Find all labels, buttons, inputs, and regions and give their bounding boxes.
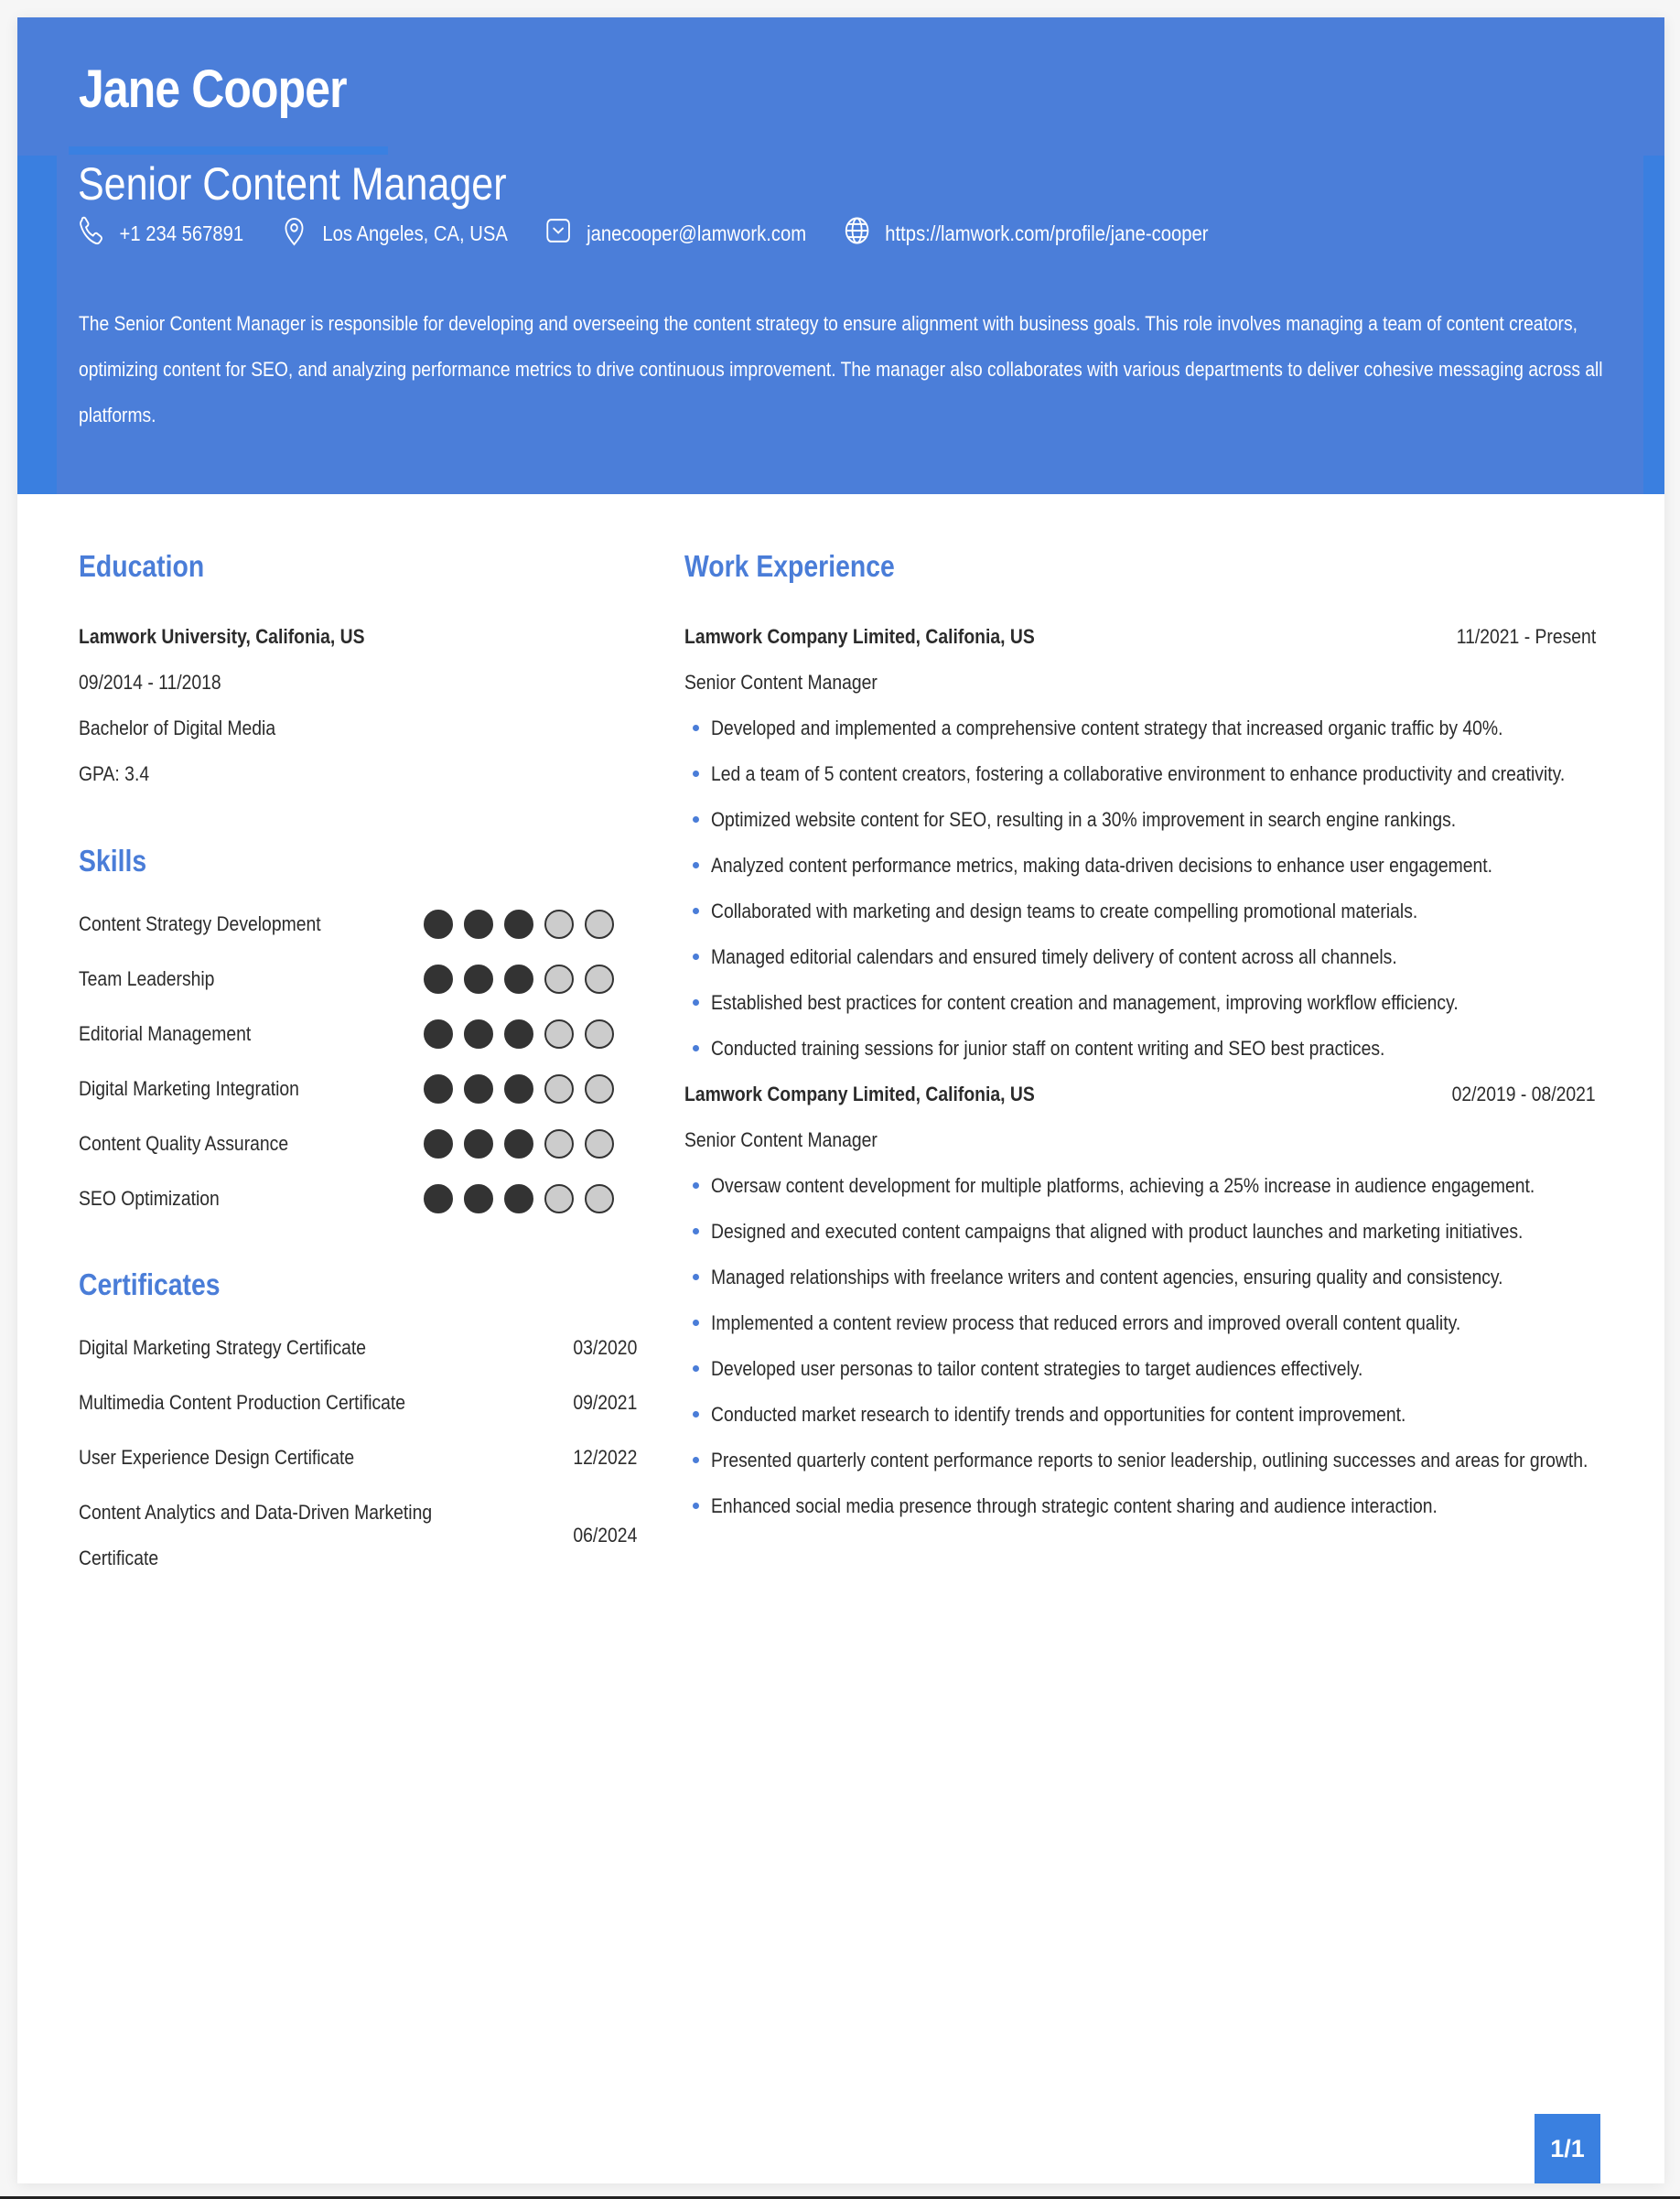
education-section bbox=[79, 548, 637, 797]
job-role: Senior Content Manager bbox=[684, 1128, 878, 1151]
contact-email[interactable] bbox=[544, 213, 806, 253]
page-number-badge[interactable]: 1/1 bbox=[1535, 2114, 1600, 2183]
rating-dot-filled-icon bbox=[504, 1019, 533, 1049]
skill-row bbox=[79, 1007, 637, 1062]
job-company: Lamwork Company Limited, Califonia, US bbox=[684, 1083, 1035, 1105]
rating-dot-filled-icon bbox=[504, 910, 533, 939]
rating-dot-empty-icon bbox=[585, 1019, 614, 1049]
job-achievements bbox=[684, 1163, 1596, 1529]
rating-dot-empty-icon bbox=[585, 965, 614, 994]
achievement-item: Analyzed content performance metrics, making data-driven decisions to enhance user engagement. bbox=[684, 843, 1596, 889]
rating-dot-filled-icon bbox=[464, 1019, 493, 1049]
education-dates: 09/2014 - 11/2018 bbox=[79, 671, 221, 694]
rating-dot-empty-icon bbox=[544, 910, 574, 939]
rating-dot-filled-icon bbox=[464, 965, 493, 994]
rating-dot-filled-icon bbox=[424, 1074, 453, 1104]
candidate-title: Senior Content Manager bbox=[78, 158, 507, 210]
job-header bbox=[684, 1072, 1596, 1117]
work-experience-section bbox=[684, 548, 1596, 1529]
certificate-name: Content Analytics and Data-Driven Marketing Certificate bbox=[79, 1501, 433, 1569]
skill-name: Team Leadership bbox=[79, 967, 215, 990]
achievement-item: Led a team of 5 content creators, fostering a collaborative environment to enhance productivity and creativity. bbox=[684, 751, 1596, 797]
certificate-row bbox=[79, 1375, 637, 1430]
location-pin-icon bbox=[279, 213, 323, 253]
achievement-item: Managed editorial calendars and ensured timely delivery of content across all channels. bbox=[684, 934, 1596, 980]
achievement-item: Developed and implemented a comprehensive content strategy that increased organic traffic by 40%. bbox=[684, 706, 1596, 751]
rating-dot-empty-icon bbox=[544, 1074, 574, 1104]
rating-dot-filled-icon bbox=[424, 910, 453, 939]
job-dates: 11/2021 - Present bbox=[1456, 625, 1596, 648]
rating-dot-filled-icon bbox=[504, 965, 533, 994]
phone-icon bbox=[76, 213, 120, 253]
contact-location bbox=[279, 213, 508, 253]
job-entry bbox=[684, 1072, 1596, 1529]
achievement-item: Implemented a content review process that reduced errors and improved overall content quality. bbox=[684, 1300, 1596, 1346]
skill-name: Content Quality Assurance bbox=[79, 1132, 289, 1155]
certificate-name: Multimedia Content Production Certificate bbox=[79, 1391, 406, 1414]
skill-name: Editorial Management bbox=[79, 1022, 252, 1045]
contact-email-text: janecooper@lamwork.com bbox=[587, 221, 807, 245]
header-accent-stripe-left bbox=[17, 156, 57, 494]
achievement-item: Oversaw content development for multiple platforms, achieving a 25% increase in audience engagement. bbox=[684, 1163, 1596, 1209]
rating-dot-filled-icon bbox=[464, 910, 493, 939]
skills-section bbox=[79, 843, 637, 1226]
header-accent-stripe-right bbox=[1643, 156, 1664, 494]
email-icon bbox=[544, 213, 587, 253]
contact-phone[interactable] bbox=[76, 213, 243, 253]
skill-rating bbox=[424, 1184, 625, 1213]
rating-dot-filled-icon bbox=[504, 1074, 533, 1104]
profile-summary: The Senior Content Manager is responsible for developing and overseeing the content strategy to ensure alignment with business goals. This role involves managing a team of content creators, optimizing content for SEO, and analyzing performance metrics to drive continuous improvement. The manager also collaborates with various departments to deliver cohesive messaging across all platforms. bbox=[79, 312, 1603, 426]
contact-row bbox=[76, 215, 1244, 252]
achievement-item: Presented quarterly content performance reports to senior leadership, outlining successes and areas for growth. bbox=[684, 1438, 1596, 1483]
certificate-date: 09/2021 bbox=[573, 1391, 637, 1414]
candidate-name: Jane Cooper bbox=[79, 59, 347, 119]
rating-dot-empty-icon bbox=[544, 1019, 574, 1049]
section-heading-certificates: Certificates bbox=[79, 1267, 221, 1301]
achievement-item: Conducted training sessions for junior staff on content writing and SEO best practices. bbox=[684, 1026, 1596, 1072]
rating-dot-empty-icon bbox=[585, 1074, 614, 1104]
certificates-section bbox=[79, 1267, 637, 1577]
achievement-item: Enhanced social media presence through strategic content sharing and audience interaction. bbox=[684, 1483, 1596, 1529]
job-entry bbox=[684, 614, 1596, 1072]
rating-dot-filled-icon bbox=[504, 1129, 533, 1159]
contact-location-text: Los Angeles, CA, USA bbox=[322, 221, 508, 245]
achievement-item: Optimized website content for SEO, resulting in a 30% improvement in search engine rankings. bbox=[684, 797, 1596, 843]
job-dates: 02/2019 - 08/2021 bbox=[1451, 1083, 1596, 1105]
rating-dot-filled-icon bbox=[424, 1019, 453, 1049]
resume-page bbox=[17, 17, 1664, 2183]
jobs-list bbox=[684, 614, 1596, 1529]
name-underline-bar bbox=[69, 146, 388, 155]
rating-dot-empty-icon bbox=[544, 1184, 574, 1213]
rating-dot-empty-icon bbox=[585, 1184, 614, 1213]
section-heading-work-experience: Work Experience bbox=[684, 549, 895, 583]
certificate-row bbox=[79, 1320, 637, 1375]
left-column bbox=[79, 548, 637, 1577]
skill-row bbox=[79, 952, 637, 1007]
rating-dot-empty-icon bbox=[585, 1129, 614, 1159]
certificates-list bbox=[79, 1320, 637, 1577]
education-school: Lamwork University, Califonia, US bbox=[79, 625, 365, 648]
rating-dot-empty-icon bbox=[585, 910, 614, 939]
contact-website-text: https://lamwork.com/profile/jane-cooper bbox=[885, 221, 1209, 245]
skill-row bbox=[79, 1171, 637, 1226]
right-column bbox=[684, 548, 1596, 1529]
certificate-date: 12/2022 bbox=[573, 1446, 637, 1469]
certificate-name: User Experience Design Certificate bbox=[79, 1446, 355, 1469]
skills-list bbox=[79, 897, 637, 1226]
certificate-date: 03/2020 bbox=[573, 1336, 637, 1359]
rating-dot-empty-icon bbox=[544, 1129, 574, 1159]
job-header bbox=[684, 614, 1596, 660]
rating-dot-empty-icon bbox=[544, 965, 574, 994]
contact-website[interactable] bbox=[842, 213, 1209, 253]
certificate-name: Digital Marketing Strategy Certificate bbox=[79, 1336, 367, 1359]
rating-dot-filled-icon bbox=[424, 965, 453, 994]
rating-dot-filled-icon bbox=[464, 1129, 493, 1159]
section-heading-education: Education bbox=[79, 549, 205, 583]
skill-name: SEO Optimization bbox=[79, 1187, 220, 1210]
contact-phone-text: +1 234 567891 bbox=[119, 221, 244, 245]
skill-row bbox=[79, 897, 637, 952]
skill-rating bbox=[424, 1074, 625, 1104]
certificate-row bbox=[79, 1430, 637, 1485]
job-achievements bbox=[684, 706, 1596, 1072]
achievement-item: Conducted market research to identify trends and opportunities for content improvement. bbox=[684, 1392, 1596, 1438]
achievement-item: Established best practices for content creation and management, improving workflow efficiency. bbox=[684, 980, 1596, 1026]
globe-icon bbox=[842, 213, 886, 253]
rating-dot-filled-icon bbox=[424, 1184, 453, 1213]
rating-dot-filled-icon bbox=[464, 1184, 493, 1213]
achievement-item: Managed relationships with freelance writers and content agencies, ensuring quality and consistency. bbox=[684, 1255, 1596, 1300]
section-heading-skills: Skills bbox=[79, 844, 147, 878]
skill-rating bbox=[424, 1019, 625, 1049]
skill-rating bbox=[424, 1129, 625, 1159]
rating-dot-filled-icon bbox=[464, 1074, 493, 1104]
rating-dot-filled-icon bbox=[504, 1184, 533, 1213]
certificate-row bbox=[79, 1485, 637, 1577]
rating-dot-filled-icon bbox=[424, 1129, 453, 1159]
skill-rating bbox=[424, 910, 625, 939]
achievement-item: Collaborated with marketing and design teams to create compelling promotional materials. bbox=[684, 889, 1596, 934]
resume-header bbox=[17, 17, 1664, 494]
skill-row bbox=[79, 1062, 637, 1116]
skill-name: Digital Marketing Integration bbox=[79, 1077, 299, 1100]
job-role: Senior Content Manager bbox=[684, 671, 878, 694]
education-gpa: GPA: 3.4 bbox=[79, 762, 150, 785]
job-company: Lamwork Company Limited, Califonia, US bbox=[684, 625, 1035, 648]
skill-row bbox=[79, 1116, 637, 1171]
achievement-item: Developed user personas to tailor content strategies to target audiences effectively. bbox=[684, 1346, 1596, 1392]
education-degree: Bachelor of Digital Media bbox=[79, 717, 276, 739]
certificate-date: 06/2024 bbox=[573, 1524, 637, 1547]
skill-name: Content Strategy Development bbox=[79, 912, 321, 935]
skill-rating bbox=[424, 965, 625, 994]
achievement-item: Designed and executed content campaigns that aligned with product launches and marketing initiatives. bbox=[684, 1209, 1596, 1255]
